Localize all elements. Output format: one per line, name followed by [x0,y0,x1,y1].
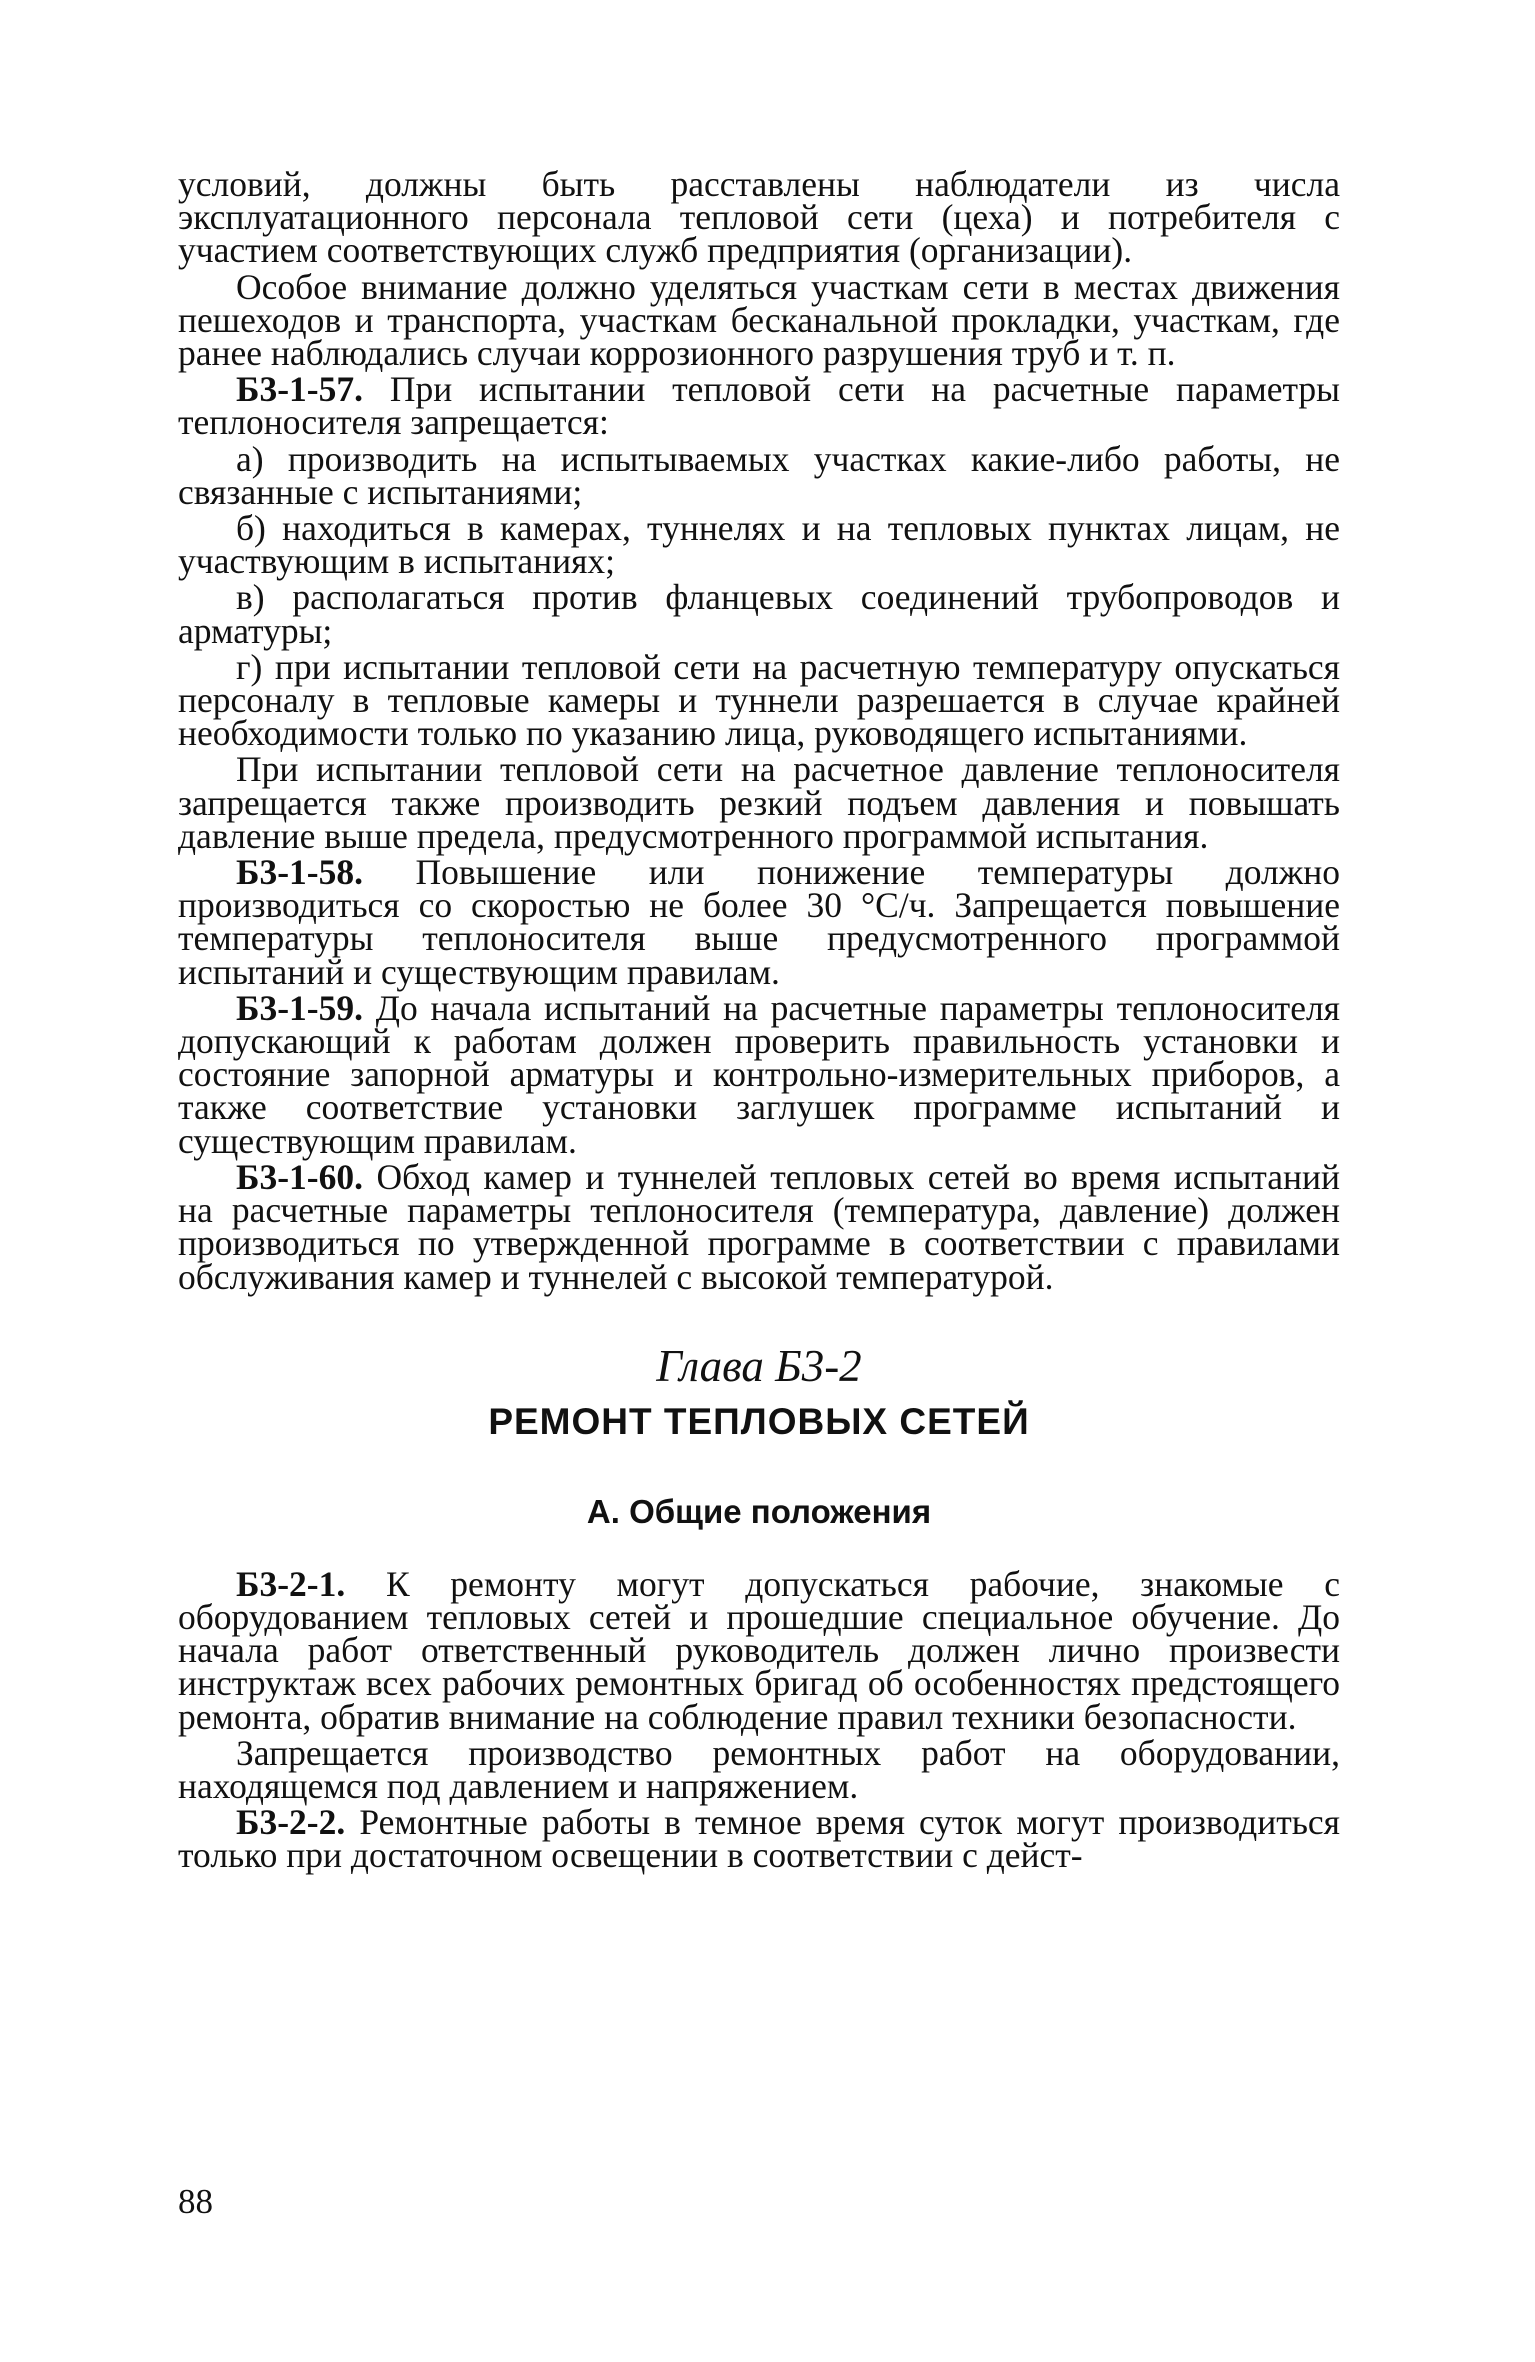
paragraph-text: условий, должны быть расставлены наблюдатели из числа эксплуатационного персонала тепловой сети (цеха) и потребителя с участием соответствующих служб предприятия (организации). [178,164,1340,271]
body-text-bottom [178,1563,1340,1876]
clause-number: Б3-1-57. [236,369,363,410]
chapter-title: РЕМОНТ ТЕПЛОВЫХ СЕТЕЙ [488,1400,1030,1442]
paragraph [178,1732,1340,1806]
paragraph [178,749,1340,856]
chapter-label: Глава Б3-2 [656,1340,862,1391]
clause-number: Б3-1-59. [236,987,363,1028]
clause-number: Б3-2-2. [236,1802,346,1843]
paragraph-text: Запрещается производство ремонтных работ на оборудовании, находящемся под давлением и напряжением. [178,1732,1340,1806]
paragraph [178,852,1340,992]
paragraph-text: При испытании тепловой сети на расчетные параметры теплоносителя запрещается: [178,369,1340,443]
page-number: 88 [178,2182,213,2221]
body-text-top [178,164,1340,1297]
paragraph [178,164,1340,271]
clause-number: Б3-1-58. [236,852,363,893]
paragraph-text: К ремонту могут допускаться рабочие, знакомые с оборудованием тепловых сетей и прошедшие специальное обучение. До начала работ ответственный руководитель должен лично произвести инструктаж всех рабочих ремонтных бригад об особенностях предстоящего ремонта, обратив внимание на соблюдение правил техники безопасности. [178,1563,1340,1737]
paragraph-text: До начала испытаний на расчетные параметры теплоносителя допускающий к работам должен проверить правильность установки и состояние запорной арматуры и контрольно-измерительных приборов, а также соответствие установки заглушек программе испытаний и существующим правилам. [178,987,1340,1161]
paragraph [178,508,1340,582]
paragraph-text: б) находиться в камерах, туннелях и на тепловых пунктах лицам, не участвующим в испытаниях; [178,508,1340,582]
paragraph [178,1156,1340,1297]
page-body [178,164,1340,1876]
paragraph [178,577,1340,651]
paragraph-text: в) располагаться против фланцевых соединений трубопроводов и арматуры; [178,577,1340,651]
paragraph-text: Особое внимание должно уделяться участкам сети в местах движения пешеходов и транспорта, участкам бесканальной прокладки, участкам, где ранее наблюдались случаи коррозионного разрушения труб и т. п. [178,266,1340,374]
paragraph [178,266,1340,374]
paragraph [178,1802,1340,1876]
section-title: А. Общие положения [586,1492,932,1530]
paragraph-text: а) производить на испытываемых участках какие-либо работы, не связанные с испытаниями; [178,438,1340,512]
paragraph-text: Обход камер и туннелей тепловых сетей во время испытаний на расчетные параметры теплоносителя (температура, давление) должен производиться по утвержденной программе в соответствии с правилами обслуживания камер и туннелей с высокой температурой. [178,1156,1340,1297]
paragraph-text: Ремонтные работы в темное время суток могут производиться только при достаточном освещении в соответствии с дейст- [178,1802,1340,1876]
paragraph [178,369,1340,443]
paragraph-text: г) при испытании тепловой сети на расчетную температуру опускаться персоналу в тепловые камеры и туннели разрешается в случае крайней необходимости только по указанию лица, руководящего испытаниями. [178,646,1340,754]
paragraph [178,1563,1340,1737]
paragraph-text: При испытании тепловой сети на расчетное давление теплоносителя запрещается также производить резкий подъем давления и повышать давление выше предела, предусмотренного программой испытания. [178,749,1340,856]
clause-number: Б3-2-1. [236,1563,346,1604]
paragraph [178,987,1340,1161]
clause-number: Б3-1-60. [236,1156,363,1197]
paragraph [178,646,1340,754]
paragraph [178,438,1340,512]
paragraph-text: Повышение или понижение температуры должно производиться со скоростью не более 30 °С/ч. Запрещается повышение температуры теплоносителя выше предусмотренного программой испытаний и существующим правилам. [178,852,1340,992]
